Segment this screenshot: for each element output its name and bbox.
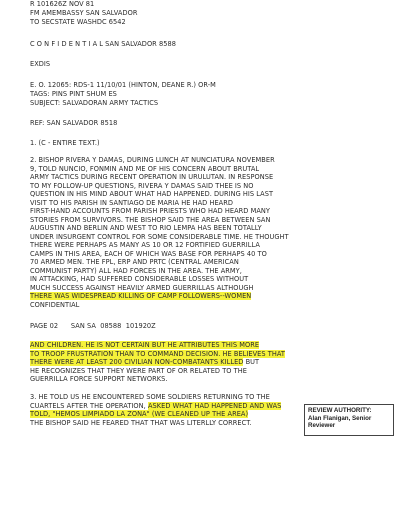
reviewer-name: Alan Flanigan, Senior <box>308 414 372 422</box>
highlight-span: TO TROOP FRUSTRATION THAN TO COMMAND DECISION. HE BELIEVES THAT <box>30 349 285 358</box>
exdis-marker: EXDIS <box>30 60 51 68</box>
to-line: TO SECSTATE WASHDC 6542 <box>30 18 126 26</box>
paragraph-3-line <box>30 402 281 410</box>
highlight-span: THERE WAS WIDESPREAD KILLING OF CAMP FOLLOWERS--WOMEN <box>30 292 252 300</box>
highlighted-text <box>30 341 259 349</box>
paragraph-2-line: 2. BISHOP RIVERA Y DAMAS, DURING LUNCH AT NUNCIATURA NOVEMBER <box>30 156 275 164</box>
tags-line: TAGS: PINS PINT SHUM ES <box>30 90 117 98</box>
highlight-span: THERE WERE AT LEAST 200 CIVILIAN NON-COMBATANTS KILLED <box>30 358 244 366</box>
paragraph-3-line: THE BISHOP SAID HE FEARED THAT THAT WAS LITERLLY CORRECT. <box>30 418 252 427</box>
paragraph-2-line: QUESTION IN HIS MIND ABOUT WHAT HAD HAPPENED. DURING HIS LAST <box>30 190 274 198</box>
paragraph-3-line: 3. HE TOLD US HE ENCOUNTERED SOME SOLDIERS RETURNING TO THE <box>30 393 270 401</box>
paragraph-2-line: VISIT TO HIS PARISH IN SANTIAGO DE MARIA HE HAD HEARD <box>30 198 234 207</box>
classification-heading: C O N F I D E N T I A L SAN SALVADOR 8588 <box>30 40 176 48</box>
from-line: FM AMEMBASSY SAN SALVADOR <box>30 9 138 17</box>
subject-line: SUBJECT: SALVADORAN ARMY TACTICS <box>30 99 159 107</box>
highlight-span: ASKED WHAT HAD HAPPENED AND WAS <box>147 401 282 410</box>
paragraph-2-line: UNDER INSURGENT CONTROL FOR SOME CONSIDERABLE TIME. HE THOUGHT <box>30 232 289 241</box>
highlight-span: TOLD, "HEMOS LIMPIADO LA ZONA" (WE CLEANED UP THE AREA) <box>30 410 249 418</box>
paragraph-2-line: STORIES FROM SURVIVORS. THE BISHOP SAID THE AREA BETWEEN SAN <box>30 215 271 224</box>
paragraph-2-line: FIRST-HAND ACCOUNTS FROM PARISH PRIESTS WHO HAD HEARD MANY <box>30 207 270 215</box>
reviewer-role: Reviewer <box>308 422 336 430</box>
paragraph-2-line: TO MY FOLLOW-UP QUESTIONS, RIVERA Y DAMAS SAID THEE IS NO <box>30 181 254 190</box>
paragraph-2-line: 9, TOLD NUNCIO, FONMIN AND ME OF HIS CONCERN ABOUT BRUTAL <box>30 164 260 173</box>
reference-line: REF: SAN SALVADOR 8518 <box>30 119 118 127</box>
review-authority-box <box>304 404 394 436</box>
page-2-header: PAGE 02 SAN SA 08588 101920Z <box>30 322 156 330</box>
highlighted-text <box>30 292 251 300</box>
highlighted-text <box>30 358 259 366</box>
highlight-span: AND CHILDREN. HE IS NOT CERTAIN BUT HE ATTRIBUTES THIS MORE <box>30 341 260 349</box>
highlighted-text <box>30 410 248 418</box>
review-authority-title: REVIEW AUTHORITY: <box>308 407 372 414</box>
eo-line: E. O. 12065: RDS-1 11/10/01 (HINTON, DEANE R.) OR-M <box>30 81 216 89</box>
paragraph-2-line: ARMY TACTICS DURING RECENT OPERATION IN URULUTAN. IN RESPONSE <box>30 173 274 181</box>
paragraph-2-line: 70 ARMED MEN. THE FPL, ERP AND PRTC (CENTRAL AMERICAN <box>30 258 239 266</box>
paragraph-2-continued-line: HE RECOGNIZES THAT THEY WERE PART OF OR RELATED TO THE <box>30 366 247 375</box>
highlighted-text <box>30 350 285 358</box>
line-remainder: BUT <box>243 358 260 366</box>
plain-text: CUARTELS AFTER THE OPERATION, <box>30 401 148 410</box>
date-time-group: R 101626Z NOV 81 <box>30 0 95 8</box>
paragraph-2-line: AUGUSTIN AND BERLIN AND WEST TO RIO LEMPA HAS BEEN TOTALLY <box>30 224 262 232</box>
paragraph-2-line: MUCH SUCCESS AGAINST HEAVILY ARMED GUERRILLAS ALTHOUGH <box>30 283 254 292</box>
paragraph-2-line: IN ATTACKING, HAD SUFFERED CONSIDERABLE LOSSES WITHOUT <box>30 275 249 283</box>
paragraph-2-continued-line: GUERRILLA FORCE SUPPORT NETWORKS. <box>30 375 168 383</box>
paragraph-2-line: COMMUNIST PARTY) ALL HAD FORCES IN THE AREA. THE ARMY, <box>30 266 242 275</box>
paragraph-2-line: THERE WERE PERHAPS AS MANY AS 10 OR 12 FORTIFIED GUERRILLA <box>30 241 260 249</box>
page-footer-classification: CONFIDENTIAL <box>30 300 80 309</box>
paragraph-1: 1. (C - ENTIRE TEXT.) <box>30 139 100 147</box>
paragraph-2-line: CAMPS IN THIS AREA, EACH OF WHICH WAS BASE FOR PERHAPS 40 TO <box>30 249 267 258</box>
